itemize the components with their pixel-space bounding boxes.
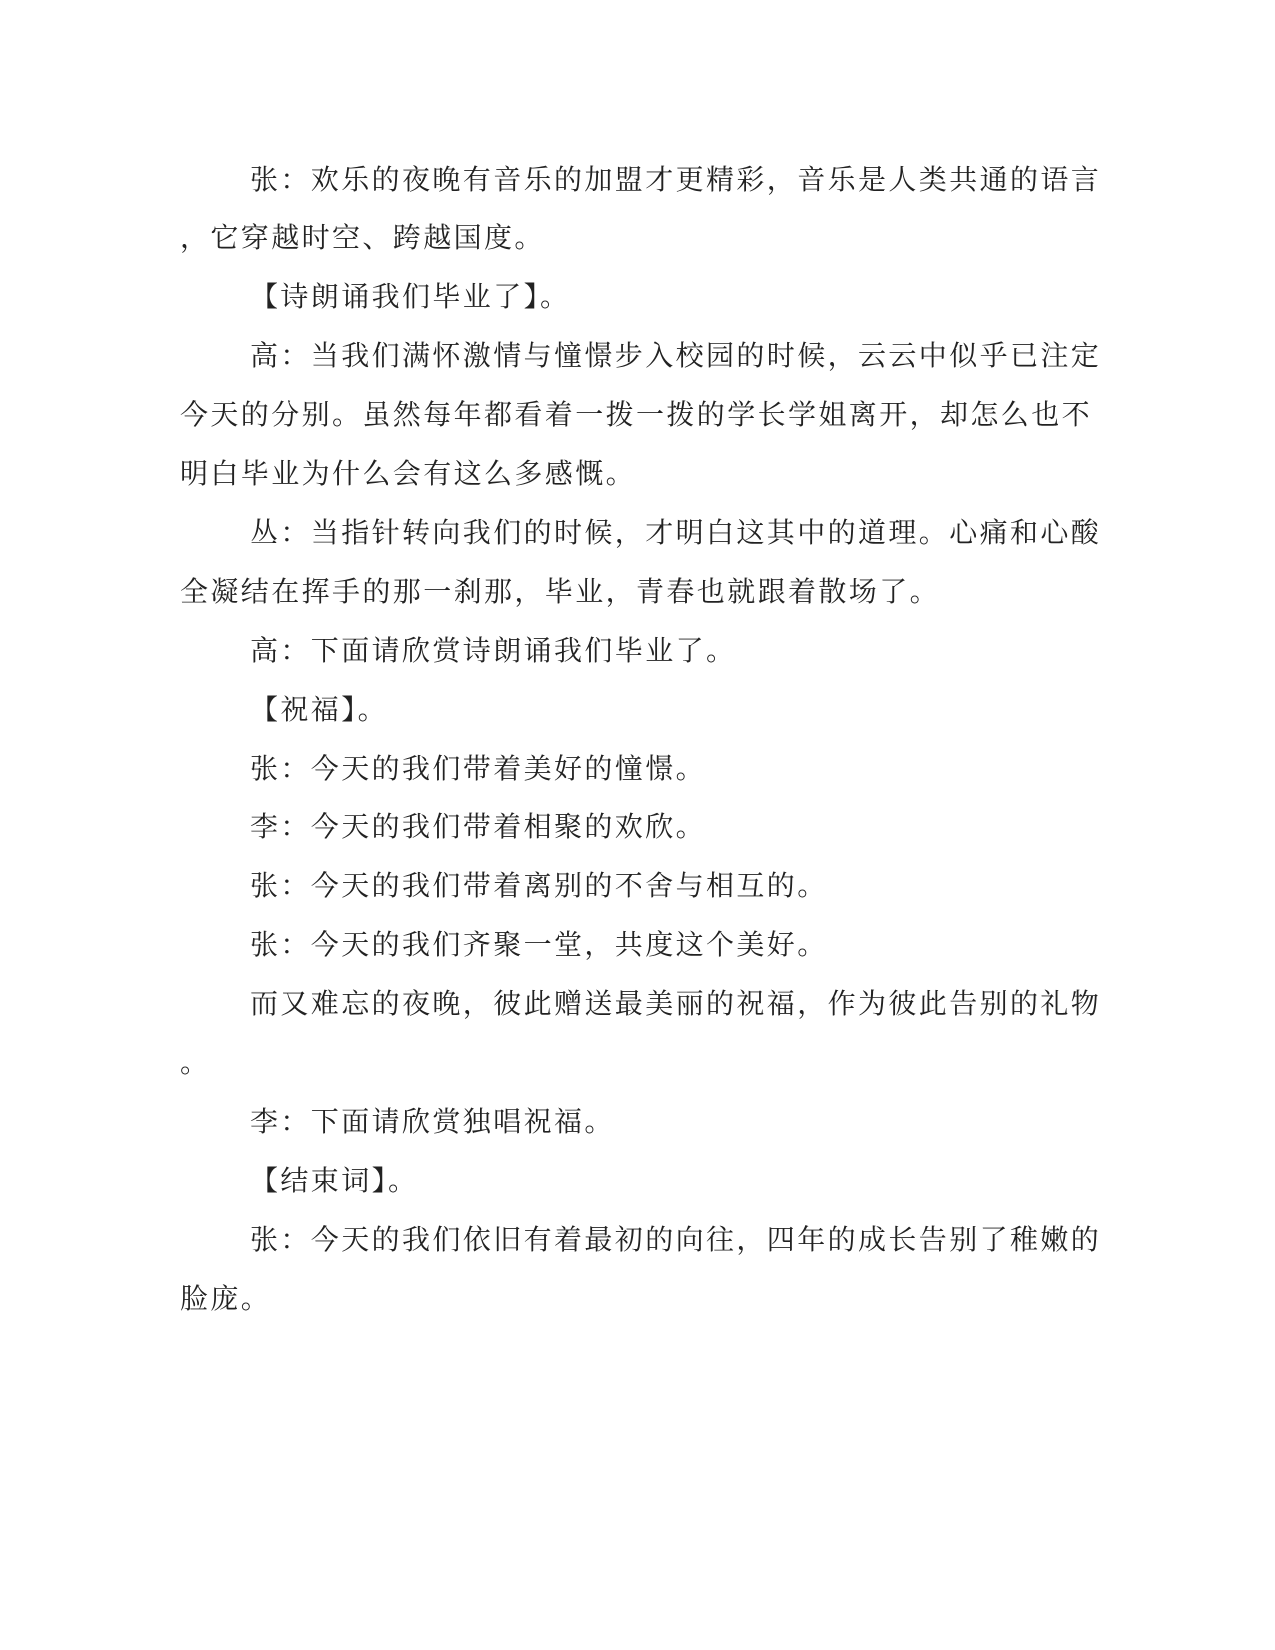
paragraph-line: 高：下面请欣赏诗朗诵我们毕业了。 [250, 634, 737, 667]
section-heading: 【祝福】。 [250, 693, 389, 726]
section-heading: 【结束词】。 [250, 1164, 419, 1197]
paragraph-line: 全凝结在挥手的那一刹那，毕业，青春也就跟着散场了。 [180, 575, 941, 608]
paragraph-line: 张：今天的我们齐聚一堂，共度这个美好。 [250, 928, 828, 961]
paragraph-line: 明白毕业为什么会有这么多感慨。 [180, 457, 637, 490]
paragraph-line: ，它穿越时空、跨越国度。 [180, 221, 545, 254]
paragraph-line: 张：今天的我们带着美好的憧憬。 [250, 752, 707, 785]
paragraph-line: 张：今天的我们依旧有着最初的向往，四年的成长告别了稚嫩的 [250, 1223, 1102, 1256]
paragraph-line: 。 [180, 1046, 211, 1079]
paragraph-line: 李：下面请欣赏独唱祝福。 [250, 1105, 615, 1138]
paragraph-line: 今天的分别。虽然每年都看着一拨一拨的学长学姐离开，却怎么也不 [180, 398, 1093, 431]
paragraph-line: 张：欢乐的夜晚有音乐的加盟才更精彩，音乐是人类共通的语言 [250, 163, 1102, 196]
paragraph-line: 李：今天的我们带着相聚的欢欣。 [250, 810, 707, 843]
paragraph-line: 脸庞。 [180, 1282, 272, 1315]
paragraph-line: 而又难忘的夜晚，彼此赠送最美丽的祝福，作为彼此告别的礼物 [250, 987, 1102, 1020]
paragraph-line: 高：当我们满怀激情与憧憬步入校园的时候，云云中似乎已注定 [250, 339, 1102, 372]
paragraph-line: 张：今天的我们带着离别的不舍与相互的。 [250, 869, 828, 902]
section-heading: 【诗朗诵我们毕业了】。 [250, 280, 571, 313]
paragraph-line: 丛：当指针转向我们的时候，才明白这其中的道理。心痛和心酸 [250, 516, 1102, 549]
